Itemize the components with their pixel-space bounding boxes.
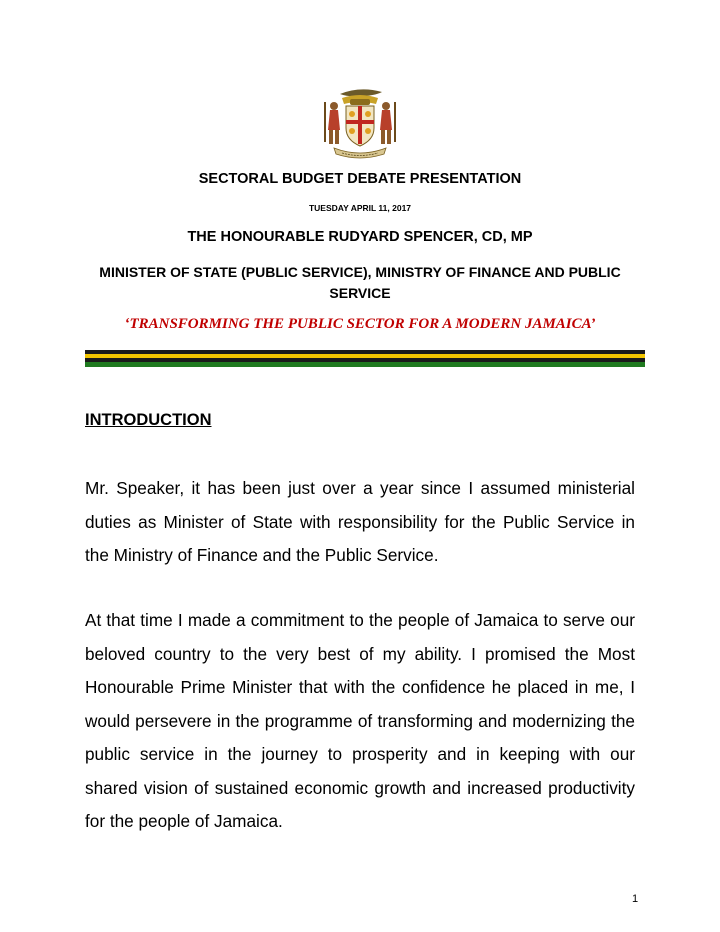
flag-stripe-green — [85, 362, 645, 367]
page-number: 1 — [631, 893, 639, 905]
paragraph: At that time I made a commitment to the people of Jamaica to serve our beloved country to the very best of my ability. I promised the Most Honourable Prime Minister that with the confidence he placed in me, I would persevere in the programme of transforming and modernizing the public service in the journey to prosperity and in keeping with our shared vision of sustained economic growth and increased productivity for the people of Jamaica. — [85, 610, 635, 831]
speaker-name: THE HONOURABLE RUDYARD SPENCER, CD, MP — [187, 229, 533, 245]
ministry-title: MINISTER OF STATE (PUBLIC SERVICE), MINISTRY OF FINANCE AND PUBLIC SERVICE — [99, 264, 621, 301]
section-heading: INTRODUCTION — [85, 411, 212, 429]
document-title: SECTORAL BUDGET DEBATE PRESENTATION — [198, 171, 522, 187]
jamaica-coat-of-arms-icon — [312, 86, 408, 160]
presentation-theme: ‘TRANSFORMING THE PUBLIC SECTOR FOR A MODERN JAMAICA’ — [124, 316, 596, 332]
presentation-date: TUESDAY APRIL 11, 2017 — [308, 203, 412, 213]
paragraph: Mr. Speaker, it has been just over a year since I assumed ministerial duties as Minister of State with responsibility for the Public Service in the Ministry of Finance and the Public Service. — [85, 478, 635, 565]
